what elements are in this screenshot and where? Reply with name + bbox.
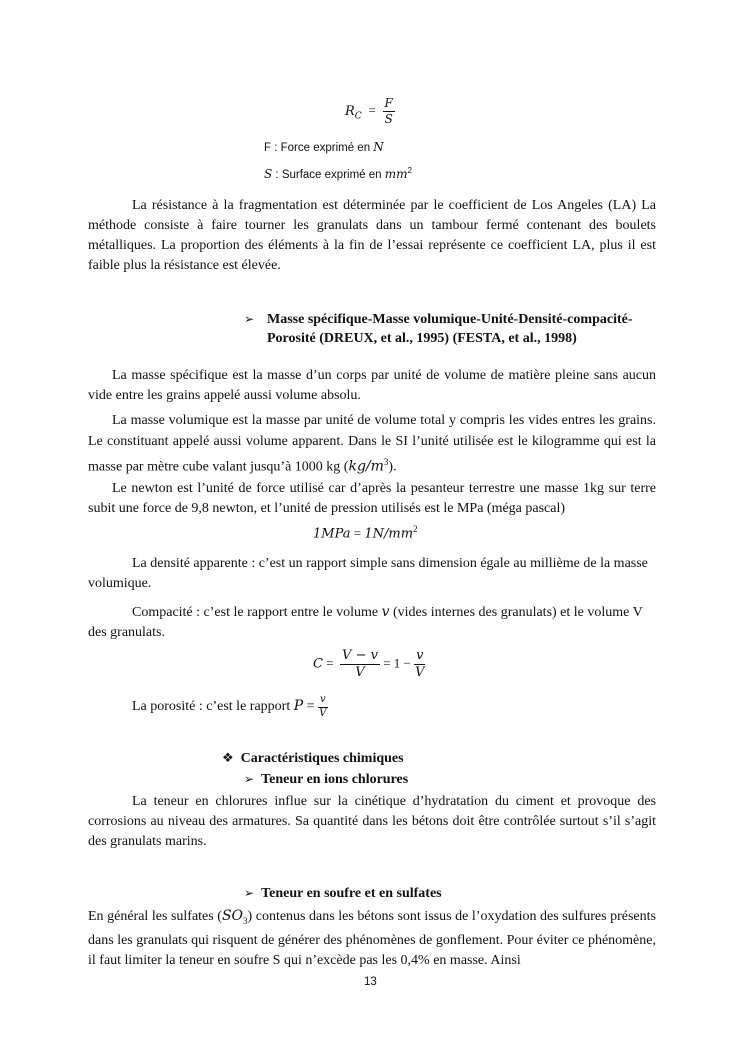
arrow-bullet-icon: ➢ [244,312,255,326]
paragraph-porosite: La porosité : c’est le rapport P = $\frac{v}{V}$ [132,694,327,719]
heading-masse-specifique [244,310,654,348]
arrow-bullet-icon: ➢ [244,772,255,786]
definition-force: F : Force exprimé en N [264,140,384,154]
formula-rc: $R_C$ = $\frac{F}{S}$ [345,96,393,126]
paragraph-densite: La densité apparente : c’est un rapport simple sans dimension égale au millième de la masse volumique. [88,556,648,591]
formula-mpa: $1MPa = 1N/mm^2$ [313,524,418,542]
paragraph-newton: Le newton est l’unité de force utilisé car d’après la pesanteur terrestre une masse 1kg sur terre subit une force de 9,8 newton, et l’unité de pression utilisés est le MPa (méga pascal) [88,481,656,516]
formula-compacite: C = $\frac{V - v}{V}$ = 1 − $\frac{v}{V}$ [313,648,425,681]
heading-caracteristiques-chimiques: ❖ Caractéristiques chimiques [222,751,404,766]
formula-rc-lhs: $R_C$ [345,103,362,122]
heading-teneur-soufre: ➢ Teneur en soufre et en sulfates [244,886,442,901]
definition-surface: S : Surface exprimé en $mm^2$ [264,166,412,181]
paragraph-masse-specifique: La masse spécifique est la masse d’un corps par unité de volume de matière pleine sans aucun vide entre les grains appelé aussi volume absolu. [88,368,656,403]
arrow-bullet-icon: ➢ [244,886,255,900]
heading-masse-text: Masse spécifique-Masse volumique-Unité-Densité-compacité-Porosité (DREUX, et al., 1995) (FESTA, et al., 1998) [267,312,633,346]
paragraph-compacite: Compacité : c’est le rapport entre le volume v (vides internes des granulats) et le volume V des granulats. [88,604,643,640]
paragraph-masse-volumique: La masse volumique est la masse par unité de volume total y compris les vides entres les grains. Le constituant appelé aussi volume apparent. Dans le SI l’unité utilisée est le kilogramme qui est la masse par mètre cube valant jusqu’à 1000 kg $(kg/m^3)$. [88,413,656,475]
paragraph-los-angeles: La résistance à la fragmentation est déterminée par le coefficient de Los Angeles (LA) La méthode consiste à faire tourner les granulats dans un tambour fermé contenant des boulets métalliques. La proportion des éléments à la fin de l’essai représente ce coefficient LA, plus il est faible plus la résistance est élevée. [88,198,656,273]
formula-c-fraction-2: $\frac{v}{V}$ [415,648,425,681]
diamond-bullet-icon: ❖ [222,751,234,766]
heading-teneur-chlorures: ➢ Teneur en ions chlorures [244,772,409,787]
formula-rc-fraction: $\frac{F}{S}$ [384,96,393,126]
formula-porosite-fraction: $\frac{v}{V}$ [319,694,327,719]
paragraph-chlorures: La teneur en chlorures influe sur la cinétique d’hydratation du ciment et provoque des corrosions au niveau des armatures. Sa quantité dans les bétons doit être contrôlée surtout s’il s’agit des granulats marins. [88,794,656,849]
page-number: 13 [364,976,377,988]
formula-c-fraction-1: $\frac{V - v}{V}$ [342,648,378,681]
paragraph-sulfates: En général les sulfates $(SO_3)$ contenus dans les bétons sont issus de l’oxydation des sulfures présents dans les granulats qui risquent de générer des phénomènes de gonflement. Pour éviter ce phénomène, il faut limiter la teneur en soufre S qui n’excède pas les 0,4% en masse. Ainsi [88,908,656,968]
